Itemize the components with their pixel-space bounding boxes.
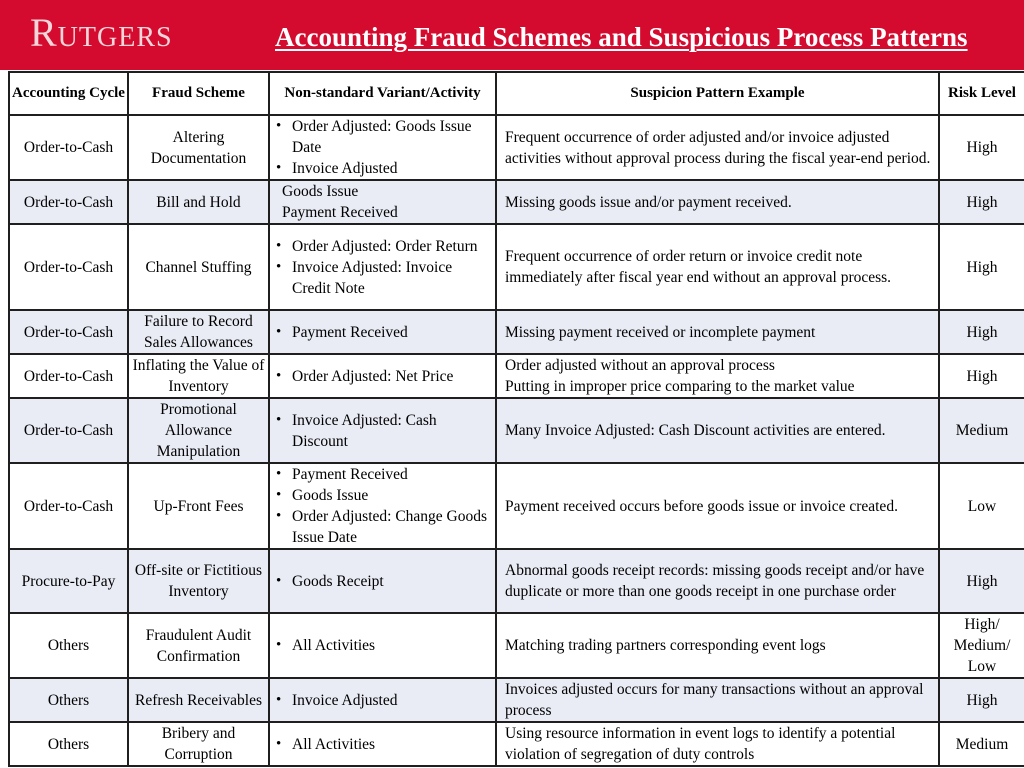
- variant-item: • Order Adjusted: Order Return: [272, 236, 493, 257]
- variant-cell: [269, 398, 496, 463]
- pattern-cell: [496, 354, 939, 398]
- header-accounting-cycle: Accounting Cycle: [9, 72, 128, 115]
- header-risk-level: Risk Level: [939, 72, 1024, 115]
- cycle-cell: Order-to-Cash: [9, 115, 128, 180]
- scheme-cell: Altering Documentation: [128, 115, 269, 180]
- variant-item: Payment Received: [282, 204, 398, 221]
- table-row: [9, 549, 1024, 613]
- header-variant-activity: Non-standard Variant/Activity: [269, 72, 496, 115]
- scheme-cell: Promotional Allowance Manipulation: [128, 398, 269, 463]
- scheme-cell: Bill and Hold: [128, 180, 269, 224]
- variant-item: • Invoice Adjusted: Invoice Credit Note: [272, 257, 493, 299]
- header-row: [9, 72, 1024, 115]
- variant-item: • Goods Receipt: [272, 571, 493, 592]
- variant-item: • Goods Issue: [272, 485, 493, 506]
- cycle-cell: Order-to-Cash: [9, 354, 128, 398]
- risk-cell: High: [939, 549, 1024, 613]
- variant-cell: [269, 678, 496, 722]
- variant-item: • Payment Received: [272, 464, 493, 485]
- variant-item: • All Activities: [272, 635, 493, 656]
- pattern-cell: Many Invoice Adjusted: Cash Discount activities are entered.: [496, 398, 939, 463]
- variant-cell: [269, 722, 496, 766]
- pattern-cell: Invoices adjusted occurs for many transactions without an approval process: [496, 678, 939, 722]
- table-row: [9, 224, 1024, 310]
- risk-cell: High: [939, 180, 1024, 224]
- page-title: Accounting Fraud Schemes and Suspicious Process Patterns: [275, 22, 968, 52]
- variant-item: • Payment Received: [272, 322, 493, 343]
- table-row: [9, 463, 1024, 549]
- cycle-cell: Order-to-Cash: [9, 463, 128, 549]
- variant-item: • Order Adjusted: Net Price: [272, 366, 493, 387]
- table-row: [9, 115, 1024, 180]
- variant-cell: [269, 549, 496, 613]
- rutgers-logo: Rutgers: [30, 10, 173, 55]
- risk-cell: High: [939, 115, 1024, 180]
- scheme-cell: Channel Stuffing: [128, 224, 269, 310]
- table-row: [9, 310, 1024, 354]
- table-row: [9, 678, 1024, 722]
- table-row: [9, 722, 1024, 766]
- header-suspicion-pattern: Suspicion Pattern Example: [496, 72, 939, 115]
- scheme-cell: Refresh Receivables: [128, 678, 269, 722]
- scheme-cell: Inflating the Value of Inventory: [128, 354, 269, 398]
- cycle-cell: Others: [9, 722, 128, 766]
- pattern-cell: Using resource information in event logs to identify a potential violation of segregation of duty controls: [496, 722, 939, 766]
- scheme-cell: Failure to Record Sales Allowances: [128, 310, 269, 354]
- cycle-cell: Procure-to-Pay: [9, 549, 128, 613]
- table-row: [9, 398, 1024, 463]
- pattern-cell: Missing goods issue and/or payment received.: [496, 180, 939, 224]
- pattern-line: Putting in improper price comparing to the market value: [505, 378, 855, 395]
- risk-cell: Medium: [939, 398, 1024, 463]
- cycle-cell: Order-to-Cash: [9, 224, 128, 310]
- header-fraud-scheme: Fraud Scheme: [128, 72, 269, 115]
- cycle-cell: Others: [9, 678, 128, 722]
- pattern-cell: Payment received occurs before goods issue or invoice created.: [496, 463, 939, 549]
- cycle-cell: Order-to-Cash: [9, 310, 128, 354]
- variant-item: • Invoice Adjusted: [272, 690, 493, 711]
- pattern-cell: Abnormal goods receipt records: missing goods receipt and/or have duplicate or more than one goods receipt in one purchase order: [496, 549, 939, 613]
- pattern-cell: Missing payment received or incomplete payment: [496, 310, 939, 354]
- variant-item: • Invoice Adjusted: [272, 158, 493, 179]
- scheme-cell: Fraudulent Audit Confirmation: [128, 613, 269, 678]
- variant-cell: [269, 613, 496, 678]
- variant-item: Goods Issue: [282, 183, 359, 200]
- risk-cell: High: [939, 224, 1024, 310]
- variant-item: • Order Adjusted: Goods Issue Date: [272, 116, 493, 158]
- variant-item: • Order Adjusted: Change Goods Issue Date: [272, 506, 493, 548]
- table-row: [9, 354, 1024, 398]
- table-row: [9, 180, 1024, 224]
- title-bar: [0, 0, 1024, 70]
- variant-cell: [269, 310, 496, 354]
- risk-cell: Medium: [939, 722, 1024, 766]
- variant-cell: [269, 463, 496, 549]
- fraud-schemes-table: [8, 71, 1024, 761]
- variant-cell: [269, 180, 496, 224]
- variant-item: • Invoice Adjusted: Cash Discount: [272, 410, 493, 452]
- variant-cell: [269, 224, 496, 310]
- cycle-cell: Others: [9, 613, 128, 678]
- pattern-cell: Frequent occurrence of order adjusted and/or invoice adjusted activities without approval process during the fiscal year-end period.: [496, 115, 939, 180]
- pattern-cell: Matching trading partners corresponding event logs: [496, 613, 939, 678]
- pattern-cell: Frequent occurrence of order return or invoice credit note immediately after fiscal year end without an approval process.: [496, 224, 939, 310]
- risk-cell: Low: [939, 463, 1024, 549]
- risk-cell: High: [939, 354, 1024, 398]
- scheme-cell: Bribery and Corruption: [128, 722, 269, 766]
- risk-cell: High/ Medium/ Low: [939, 613, 1024, 678]
- table-row: [9, 613, 1024, 678]
- variant-cell: [269, 115, 496, 180]
- scheme-cell: Off-site or Fictitious Inventory: [128, 549, 269, 613]
- cycle-cell: Order-to-Cash: [9, 398, 128, 463]
- risk-cell: High: [939, 310, 1024, 354]
- scheme-cell: Up-Front Fees: [128, 463, 269, 549]
- cycle-cell: Order-to-Cash: [9, 180, 128, 224]
- variant-cell: [269, 354, 496, 398]
- variant-item: • All Activities: [272, 734, 493, 755]
- risk-cell: High: [939, 678, 1024, 722]
- pattern-line: Order adjusted without an approval process: [505, 357, 775, 374]
